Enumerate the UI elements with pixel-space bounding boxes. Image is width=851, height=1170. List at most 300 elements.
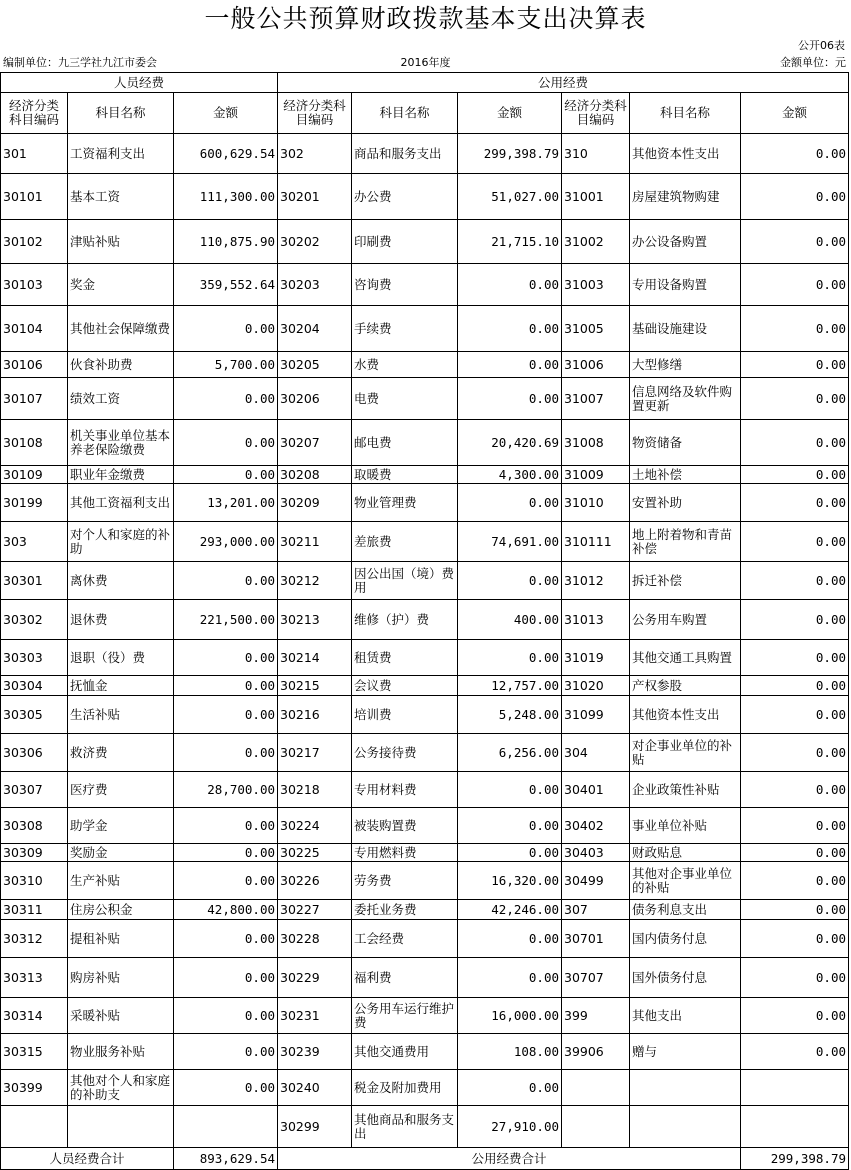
capital-code-cell: 31002 <box>562 220 630 264</box>
capital-name-cell: 安置补助 <box>630 484 741 522</box>
public-amount-cell: 20,420.69 <box>458 420 562 466</box>
personnel-amount-cell: 0.00 <box>174 958 278 998</box>
currency-unit: 金额单位：元 <box>780 56 846 69</box>
personnel-amount-cell: 0.00 <box>174 998 278 1034</box>
public-amount-cell: 0.00 <box>458 562 562 600</box>
capital-code-cell: 31099 <box>562 696 630 734</box>
public-code-cell: 30227 <box>278 900 352 920</box>
personnel-amount-cell: 28,700.00 <box>174 772 278 808</box>
public-code-cell: 30229 <box>278 958 352 998</box>
public-amount-cell: 0.00 <box>458 352 562 378</box>
personnel-code-cell: 30313 <box>1 958 68 998</box>
personnel-code-cell: 30312 <box>1 920 68 958</box>
personnel-name-cell: 抚恤金 <box>68 676 174 696</box>
report-meta <box>0 54 851 72</box>
capital-code-cell: 39906 <box>562 1034 630 1070</box>
capital-code-cell: 307 <box>562 900 630 920</box>
capital-amount-cell: 0.00 <box>741 378 849 420</box>
col-header-name: 科目名称 <box>352 93 458 134</box>
personnel-name-cell: 退职（役）费 <box>68 640 174 676</box>
capital-amount-cell: 0.00 <box>741 420 849 466</box>
personnel-name-cell: 其他对个人和家庭的补助支 <box>68 1070 174 1106</box>
capital-amount-cell: 0.00 <box>741 352 849 378</box>
personnel-amount-cell: 42,800.00 <box>174 900 278 920</box>
public-code-cell: 30201 <box>278 174 352 220</box>
group-header-personnel: 人员经费 <box>1 73 278 93</box>
personnel-name-cell: 购房补贴 <box>68 958 174 998</box>
public-name-cell: 物业管理费 <box>352 484 458 522</box>
personnel-code-cell: 30109 <box>1 466 68 484</box>
personnel-amount-cell: 0.00 <box>174 696 278 734</box>
capital-name-cell: 房屋建筑物购建 <box>630 174 741 220</box>
personnel-code-cell: 301 <box>1 134 68 174</box>
public-name-cell: 劳务费 <box>352 862 458 900</box>
personnel-amount-cell: 0.00 <box>174 920 278 958</box>
personnel-code-cell: 30103 <box>1 264 68 306</box>
personnel-total-amount: 893,629.54 <box>174 1148 278 1170</box>
public-code-cell: 30206 <box>278 378 352 420</box>
public-code-cell: 30204 <box>278 306 352 352</box>
capital-code-cell <box>562 1106 630 1148</box>
personnel-amount-cell: 0.00 <box>174 378 278 420</box>
personnel-name-cell: 对个人和家庭的补助 <box>68 522 174 562</box>
capital-name-cell: 产权参股 <box>630 676 741 696</box>
personnel-name-cell: 津贴补贴 <box>68 220 174 264</box>
capital-name-cell: 办公设备购置 <box>630 220 741 264</box>
public-amount-cell: 5,248.00 <box>458 696 562 734</box>
capital-amount-cell: 0.00 <box>741 998 849 1034</box>
public-code-cell: 30228 <box>278 920 352 958</box>
capital-code-cell: 31013 <box>562 600 630 640</box>
capital-code-cell <box>562 1070 630 1106</box>
table-row <box>1 998 849 1034</box>
capital-name-cell: 债务利息支出 <box>630 900 741 920</box>
public-name-cell: 公务用车运行维护费 <box>352 998 458 1034</box>
table-row <box>1 306 849 352</box>
capital-code-cell: 304 <box>562 734 630 772</box>
personnel-name-cell: 机关事业单位基本养老保险缴费 <box>68 420 174 466</box>
personnel-amount-cell: 221,500.00 <box>174 600 278 640</box>
table-row <box>1 808 849 844</box>
expenditure-table <box>0 72 849 1170</box>
capital-code-cell: 310 <box>562 134 630 174</box>
personnel-code-cell: 30315 <box>1 1034 68 1070</box>
public-amount-cell: 16,000.00 <box>458 998 562 1034</box>
public-code-cell: 30212 <box>278 562 352 600</box>
table-row <box>1 352 849 378</box>
capital-amount-cell <box>741 1070 849 1106</box>
personnel-amount-cell: 13,201.00 <box>174 484 278 522</box>
public-amount-cell: 0.00 <box>458 378 562 420</box>
personnel-name-cell: 其他工资福利支出 <box>68 484 174 522</box>
public-code-cell: 30213 <box>278 600 352 640</box>
capital-amount-cell <box>741 1106 849 1148</box>
personnel-name-cell: 其他社会保障缴费 <box>68 306 174 352</box>
personnel-code-cell: 30314 <box>1 998 68 1034</box>
capital-code-cell: 31006 <box>562 352 630 378</box>
public-amount-cell: 16,320.00 <box>458 862 562 900</box>
public-name-cell: 专用材料费 <box>352 772 458 808</box>
public-code-cell: 30218 <box>278 772 352 808</box>
personnel-amount-cell: 600,629.54 <box>174 134 278 174</box>
public-name-cell: 商品和服务支出 <box>352 134 458 174</box>
capital-name-cell: 企业政策性补贴 <box>630 772 741 808</box>
personnel-code-cell: 30305 <box>1 696 68 734</box>
public-code-cell: 30224 <box>278 808 352 844</box>
personnel-name-cell: 助学金 <box>68 808 174 844</box>
capital-amount-cell: 0.00 <box>741 600 849 640</box>
capital-amount-cell: 0.00 <box>741 734 849 772</box>
capital-name-cell: 其他资本性支出 <box>630 696 741 734</box>
personnel-amount-cell: 0.00 <box>174 1070 278 1106</box>
public-code-cell: 30202 <box>278 220 352 264</box>
public-code-cell: 30217 <box>278 734 352 772</box>
personnel-amount-cell: 0.00 <box>174 862 278 900</box>
public-name-cell: 因公出国（境）费用 <box>352 562 458 600</box>
personnel-name-cell: 提租补贴 <box>68 920 174 958</box>
table-row <box>1 220 849 264</box>
personnel-code-cell: 30308 <box>1 808 68 844</box>
public-name-cell: 委托业务费 <box>352 900 458 920</box>
capital-code-cell: 30403 <box>562 844 630 862</box>
personnel-amount-cell: 0.00 <box>174 734 278 772</box>
capital-amount-cell: 0.00 <box>741 862 849 900</box>
col-header-amount: 金额 <box>174 93 278 134</box>
capital-name-cell: 财政贴息 <box>630 844 741 862</box>
personnel-name-cell: 绩效工资 <box>68 378 174 420</box>
capital-amount-cell: 0.00 <box>741 264 849 306</box>
capital-name-cell: 基础设施建设 <box>630 306 741 352</box>
capital-name-cell: 国内债务付息 <box>630 920 741 958</box>
table-row <box>1 640 849 676</box>
table-row <box>1 600 849 640</box>
table-row <box>1 174 849 220</box>
capital-amount-cell: 0.00 <box>741 676 849 696</box>
personnel-code-cell: 30306 <box>1 734 68 772</box>
public-name-cell: 福利费 <box>352 958 458 998</box>
col-header-code: 经济分类科目编码 <box>1 93 68 134</box>
public-amount-cell: 400.00 <box>458 600 562 640</box>
capital-amount-cell: 0.00 <box>741 696 849 734</box>
capital-amount-cell: 0.00 <box>741 958 849 998</box>
personnel-amount-cell: 0.00 <box>174 808 278 844</box>
public-amount-cell: 0.00 <box>458 640 562 676</box>
public-code-cell: 30205 <box>278 352 352 378</box>
public-name-cell: 邮电费 <box>352 420 458 466</box>
report-title: 一般公共预算财政拨款基本支出决算表 <box>204 4 647 33</box>
personnel-amount-cell: 0.00 <box>174 640 278 676</box>
capital-code-cell: 30499 <box>562 862 630 900</box>
public-total-amount: 299,398.79 <box>741 1148 849 1170</box>
personnel-code-cell: 30101 <box>1 174 68 220</box>
capital-name-cell: 事业单位补贴 <box>630 808 741 844</box>
public-name-cell: 税金及附加费用 <box>352 1070 458 1106</box>
personnel-amount-cell: 0.00 <box>174 466 278 484</box>
personnel-code-cell: 30309 <box>1 844 68 862</box>
public-name-cell: 专用燃料费 <box>352 844 458 862</box>
table-row <box>1 734 849 772</box>
col-header-name: 科目名称 <box>68 93 174 134</box>
public-name-cell: 电费 <box>352 378 458 420</box>
capital-code-cell: 30402 <box>562 808 630 844</box>
personnel-name-cell: 奖金 <box>68 264 174 306</box>
group-header-public: 公用经费 <box>278 73 849 93</box>
personnel-code-cell: 30106 <box>1 352 68 378</box>
public-amount-cell: 299,398.79 <box>458 134 562 174</box>
personnel-name-cell: 住房公积金 <box>68 900 174 920</box>
personnel-code-cell: 30310 <box>1 862 68 900</box>
capital-code-cell: 31003 <box>562 264 630 306</box>
capital-amount-cell: 0.00 <box>741 808 849 844</box>
table-row <box>1 264 849 306</box>
personnel-amount-cell: 0.00 <box>174 562 278 600</box>
group-header-row <box>1 73 849 93</box>
personnel-name-cell: 职业年金缴费 <box>68 466 174 484</box>
personnel-name-cell: 奖励金 <box>68 844 174 862</box>
personnel-name-cell: 医疗费 <box>68 772 174 808</box>
public-amount-cell: 0.00 <box>458 844 562 862</box>
personnel-code-cell <box>1 1106 68 1148</box>
public-code-cell: 30209 <box>278 484 352 522</box>
col-header-code: 经济分类科目编码 <box>562 93 630 134</box>
capital-amount-cell: 0.00 <box>741 134 849 174</box>
capital-amount-cell: 0.00 <box>741 466 849 484</box>
public-amount-cell: 0.00 <box>458 306 562 352</box>
capital-name-cell: 信息网络及软件购置更新 <box>630 378 741 420</box>
column-header-row <box>1 93 849 134</box>
public-name-cell: 公务接待费 <box>352 734 458 772</box>
capital-name-cell: 物资储备 <box>630 420 741 466</box>
table-row <box>1 134 849 174</box>
table-row <box>1 696 849 734</box>
public-name-cell: 差旅费 <box>352 522 458 562</box>
table-row <box>1 1070 849 1106</box>
public-code-cell: 30214 <box>278 640 352 676</box>
table-row <box>1 466 849 484</box>
personnel-amount-cell: 0.00 <box>174 676 278 696</box>
capital-name-cell: 对企事业单位的补贴 <box>630 734 741 772</box>
capital-name-cell: 专用设备购置 <box>630 264 741 306</box>
public-name-cell: 手续费 <box>352 306 458 352</box>
col-header-amount: 金额 <box>458 93 562 134</box>
capital-name-cell: 其他对企事业单位的补贴 <box>630 862 741 900</box>
capital-amount-cell: 0.00 <box>741 562 849 600</box>
public-code-cell: 30215 <box>278 676 352 696</box>
public-name-cell: 工会经费 <box>352 920 458 958</box>
capital-code-cell: 31010 <box>562 484 630 522</box>
public-code-cell: 30208 <box>278 466 352 484</box>
capital-code-cell: 31012 <box>562 562 630 600</box>
public-name-cell: 取暖费 <box>352 466 458 484</box>
personnel-amount-cell <box>174 1106 278 1148</box>
personnel-code-cell: 30301 <box>1 562 68 600</box>
col-header-code: 经济分类科目编码 <box>278 93 352 134</box>
public-name-cell: 会议费 <box>352 676 458 696</box>
capital-name-cell: 其他交通工具购置 <box>630 640 741 676</box>
capital-code-cell: 310111 <box>562 522 630 562</box>
personnel-name-cell: 生活补贴 <box>68 696 174 734</box>
personnel-name-cell: 工资福利支出 <box>68 134 174 174</box>
public-amount-cell: 0.00 <box>458 1070 562 1106</box>
public-amount-cell: 4,300.00 <box>458 466 562 484</box>
table-row <box>1 920 849 958</box>
personnel-amount-cell: 111,300.00 <box>174 174 278 220</box>
personnel-name-cell: 退休费 <box>68 600 174 640</box>
capital-amount-cell: 0.00 <box>741 640 849 676</box>
table-row <box>1 1106 849 1148</box>
public-code-cell: 30226 <box>278 862 352 900</box>
personnel-name-cell: 救济费 <box>68 734 174 772</box>
personnel-name-cell <box>68 1106 174 1148</box>
public-name-cell: 租赁费 <box>352 640 458 676</box>
personnel-amount-cell: 359,552.64 <box>174 264 278 306</box>
personnel-code-cell: 30199 <box>1 484 68 522</box>
capital-code-cell: 31009 <box>562 466 630 484</box>
capital-amount-cell: 0.00 <box>741 220 849 264</box>
personnel-code-cell: 30303 <box>1 640 68 676</box>
table-row <box>1 484 849 522</box>
col-header-name: 科目名称 <box>630 93 741 134</box>
col-header-amount: 金额 <box>741 93 849 134</box>
capital-amount-cell: 0.00 <box>741 920 849 958</box>
table-row <box>1 1034 849 1070</box>
public-amount-cell: 27,910.00 <box>458 1106 562 1148</box>
personnel-amount-cell: 0.00 <box>174 844 278 862</box>
personnel-code-cell: 30302 <box>1 600 68 640</box>
public-name-cell: 被装购置费 <box>352 808 458 844</box>
public-code-cell: 30207 <box>278 420 352 466</box>
capital-code-cell: 399 <box>562 998 630 1034</box>
personnel-name-cell: 采暖补贴 <box>68 998 174 1034</box>
public-name-cell: 咨询费 <box>352 264 458 306</box>
personnel-code-cell: 303 <box>1 522 68 562</box>
public-amount-cell: 12,757.00 <box>458 676 562 696</box>
personnel-code-cell: 30304 <box>1 676 68 696</box>
reporting-unit: 编制单位：九三学社九江市委会 <box>3 56 157 69</box>
capital-name-cell: 公务用车购置 <box>630 600 741 640</box>
personnel-amount-cell: 293,000.00 <box>174 522 278 562</box>
totals-row <box>1 1148 849 1170</box>
capital-code-cell: 31005 <box>562 306 630 352</box>
capital-code-cell: 30707 <box>562 958 630 998</box>
public-name-cell: 水费 <box>352 352 458 378</box>
personnel-name-cell: 物业服务补贴 <box>68 1034 174 1070</box>
personnel-code-cell: 30399 <box>1 1070 68 1106</box>
public-name-cell: 办公费 <box>352 174 458 220</box>
capital-name-cell <box>630 1106 741 1148</box>
public-amount-cell: 6,256.00 <box>458 734 562 772</box>
public-code-cell: 302 <box>278 134 352 174</box>
public-amount-cell: 51,027.00 <box>458 174 562 220</box>
personnel-amount-cell: 0.00 <box>174 306 278 352</box>
public-code-cell: 30231 <box>278 998 352 1034</box>
personnel-name-cell: 离休费 <box>68 562 174 600</box>
capital-name-cell: 拆迁补偿 <box>630 562 741 600</box>
public-code-cell: 30203 <box>278 264 352 306</box>
personnel-name-cell: 伙食补助费 <box>68 352 174 378</box>
capital-code-cell: 31007 <box>562 378 630 420</box>
public-amount-cell: 0.00 <box>458 808 562 844</box>
public-amount-cell: 0.00 <box>458 264 562 306</box>
personnel-code-cell: 30107 <box>1 378 68 420</box>
capital-code-cell: 31001 <box>562 174 630 220</box>
personnel-code-cell: 30102 <box>1 220 68 264</box>
personnel-code-cell: 30311 <box>1 900 68 920</box>
personnel-total-label: 人员经费合计 <box>1 1148 174 1170</box>
public-name-cell: 其他交通费用 <box>352 1034 458 1070</box>
capital-amount-cell: 0.00 <box>741 900 849 920</box>
public-name-cell: 维修（护）费 <box>352 600 458 640</box>
capital-code-cell: 30701 <box>562 920 630 958</box>
public-code-cell: 30211 <box>278 522 352 562</box>
capital-name-cell: 其他资本性支出 <box>630 134 741 174</box>
personnel-code-cell: 30307 <box>1 772 68 808</box>
personnel-code-cell: 30108 <box>1 420 68 466</box>
capital-name-cell: 国外债务付息 <box>630 958 741 998</box>
public-amount-cell: 0.00 <box>458 484 562 522</box>
public-code-cell: 30239 <box>278 1034 352 1070</box>
capital-code-cell: 31019 <box>562 640 630 676</box>
table-row <box>1 378 849 420</box>
personnel-name-cell: 基本工资 <box>68 174 174 220</box>
capital-code-cell: 31008 <box>562 420 630 466</box>
personnel-code-cell: 30104 <box>1 306 68 352</box>
table-row <box>1 676 849 696</box>
capital-amount-cell: 0.00 <box>741 772 849 808</box>
public-amount-cell: 0.00 <box>458 958 562 998</box>
capital-amount-cell: 0.00 <box>741 1034 849 1070</box>
capital-name-cell: 土地补偿 <box>630 466 741 484</box>
report-year: 2016年度 <box>400 56 451 69</box>
public-amount-cell: 0.00 <box>458 920 562 958</box>
capital-code-cell: 31020 <box>562 676 630 696</box>
table-row <box>1 844 849 862</box>
capital-amount-cell: 0.00 <box>741 306 849 352</box>
public-name-cell: 印刷费 <box>352 220 458 264</box>
public-name-cell: 培训费 <box>352 696 458 734</box>
capital-name-cell <box>630 1070 741 1106</box>
public-amount-cell: 42,246.00 <box>458 900 562 920</box>
table-row <box>1 522 849 562</box>
public-amount-cell: 0.00 <box>458 772 562 808</box>
personnel-amount-cell: 110,875.90 <box>174 220 278 264</box>
public-code-cell: 30240 <box>278 1070 352 1106</box>
table-row <box>1 420 849 466</box>
public-name-cell: 其他商品和服务支出 <box>352 1106 458 1148</box>
table-row <box>1 862 849 900</box>
public-code-cell: 30225 <box>278 844 352 862</box>
capital-name-cell: 地上附着物和青苗补偿 <box>630 522 741 562</box>
table-row <box>1 958 849 998</box>
public-total-label: 公用经费合计 <box>278 1148 741 1170</box>
table-row <box>1 900 849 920</box>
public-code-cell: 30216 <box>278 696 352 734</box>
table-row <box>1 562 849 600</box>
public-code-cell: 30299 <box>278 1106 352 1148</box>
capital-name-cell: 赠与 <box>630 1034 741 1070</box>
capital-name-cell: 其他支出 <box>630 998 741 1034</box>
capital-code-cell: 30401 <box>562 772 630 808</box>
personnel-amount-cell: 0.00 <box>174 420 278 466</box>
capital-amount-cell: 0.00 <box>741 522 849 562</box>
public-amount-cell: 74,691.00 <box>458 522 562 562</box>
public-amount-cell: 108.00 <box>458 1034 562 1070</box>
personnel-name-cell: 生产补贴 <box>68 862 174 900</box>
personnel-amount-cell: 5,700.00 <box>174 352 278 378</box>
table-row <box>1 772 849 808</box>
form-number: 公开06表 <box>798 39 845 52</box>
personnel-amount-cell: 0.00 <box>174 1034 278 1070</box>
